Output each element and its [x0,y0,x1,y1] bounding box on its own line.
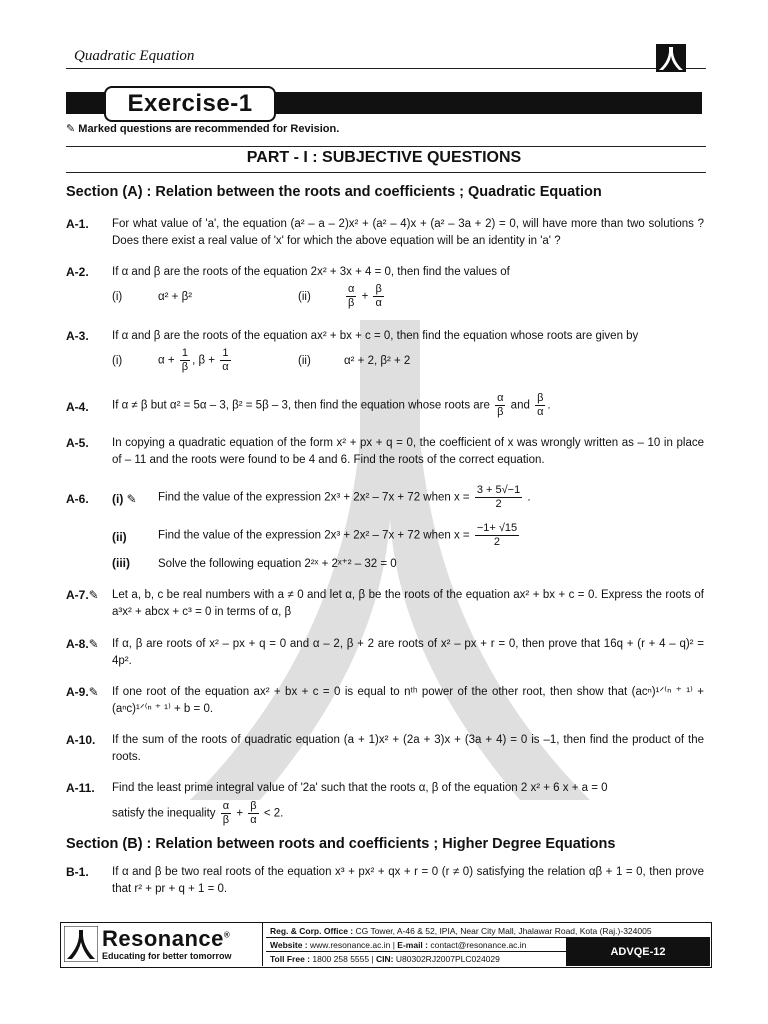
fraction: $\frac{\alpha}{\beta}$ [222,800,230,826]
question-number: B-1. [66,865,89,879]
marked-note-text: Marked questions are recommended for Revision. [78,123,340,135]
pencil-icon: ✎ [88,637,99,651]
question-text: If α and β are the roots of the equation 2x² + 3x + 4 = 0, then find the values of [112,266,510,278]
pencil-icon: ✎ [123,492,137,506]
question-number: A-7.✎ [66,588,99,602]
fraction: $\frac{\beta}{\alpha}$ [250,800,257,826]
question-number: A-4. [66,400,89,414]
fraction: $\frac{1}{\beta}$ [181,347,189,373]
brand-name: Resonance® [102,926,231,951]
website-link[interactable]: www.resonance.ac.in [310,940,391,950]
sub-label: (iii) [112,556,130,570]
question-text: If one root of the equation ax² + bx + c = 0 is equal to nᵗʰ power of the other root, then show that (acⁿ)¹ᐟ⁽ⁿ ⁺ ¹⁾ + (aⁿc)¹ᐟ⁽ⁿ ⁺ ¹⁾ + b = 0. [112,686,704,715]
question-text: If α and β are the roots of the equation ax² + bx + c = 0, then find the equation whose roots are given by [112,330,639,342]
part-rule-bottom [66,172,706,173]
question-text: Find the least prime integral value of '2a' such that the roots α, β of the equation 2 x² + 6 x + a = 0 [112,782,608,794]
header-rule [66,68,706,69]
question-text: Find the value of the expression 2x³ + 2x² – 7x + 72 when x = $\frac{-1+ √15}{2}$ [158,522,518,548]
sub-label: (i) ✎ [112,492,137,506]
question-text: Let a, b, c be real numbers with a ≠ 0 and let α, β be the roots of the equation ax² + bx + c = 0. Express the roots of a³x² + abcx + c³ = 0 in terms of α, β [112,589,704,618]
resonance-logo-icon [64,926,98,962]
question-number: A-11. [66,781,95,795]
fraction-expression: α + $\frac{1}{\beta}$ , β + $\frac{1}{\alpha}$ [158,347,229,373]
fraction: $\frac{1}{\alpha}$ [222,347,229,373]
fraction: $\frac{\beta}{\alpha}$ [537,392,544,418]
running-title: Quadratic Equation [74,48,195,64]
question-text-cont: satisfy the inequality $\frac{\alpha}{\beta}$ + $\frac{\beta}{\alpha}$ < 2. [112,800,284,826]
question-text: For what value of 'a', the equation (a² – a – 2)x² + (a² – 4)x + (a² – 3a + 2) = 0, will have more than two solutions ? Does there exist a real value of 'x' for which the above equation will be an identity in 'a' ? [112,218,704,247]
footer-address: Reg. & Corp. Office : CG Tower, A-46 & 52, IPIA, Near City Mall, Jhalawar Road, Kota (Raj.)-324005 Website : www.resonance.ac.in | E-mail : contact@resonance.ac.in Toll Free : 1800 258 5555 | CIN: U80302RJ2007PLC024029 [270,926,652,964]
section-b-title: Section (B) : Relation between roots and coefficients ; Higher Degree Equations [66,836,616,852]
question-number: A-9.✎ [66,685,99,699]
fraction: $\frac{3 + 5√-1}{2}$ [476,484,521,510]
question-number: A-8.✎ [66,637,99,651]
question-text: If α ≠ β but α² = 5α – 3, β² = 5β – 3, then find the equation whose roots are $\frac{\alpha}{\beta}$ and $\frac{\beta}{\alpha}$ . [112,392,551,418]
question-text: In copying a quadratic equation of the form x² + px + q = 0, the coefficient of x was wrongly written as – 10 in place of – 11 and the roots were found to be 4 and 6. Find the roots of the correct equation. [112,437,704,466]
sub-label: (ii) [298,355,311,367]
part-title: PART - I : SUBJECTIVE QUESTIONS [246,149,522,166]
fraction: $\frac{\alpha}{\beta}$ [348,283,355,309]
resonance-logo-icon [656,44,686,72]
exercise-title: Exercise-1 [104,86,276,122]
fraction: $\frac{\beta}{\alpha}$ [375,283,382,309]
pencil-icon: ✎ [66,123,76,135]
sub-label: (ii) [112,530,127,544]
marked-note [66,122,339,135]
page-code: ADVQE-12 [566,938,710,966]
email-link[interactable]: contact@resonance.ac.in [430,940,527,950]
pencil-icon: ✎ [88,588,99,602]
question-text: If α, β are roots of x² – px + q = 0 and α – 2, β + 2 are roots of x² – px + r = 0, then prove that 16q + (r + 4 – q)² = 4p². [112,638,704,667]
part-rule-top [66,146,706,147]
question-text: If the sum of the roots of quadratic equation (a + 1)x² + (2a + 3)x + (3a + 4) = 0 is –1, then find the product of the roots. [112,734,704,763]
section-a-title: Section (A) : Relation between the roots and coefficients ; Quadratic Equation [66,184,602,200]
expression: α² + β² [158,291,193,303]
fraction: $\frac{\alpha}{\beta}$ [497,392,504,418]
sub-label: (i) [112,291,123,303]
sub-label: (i) [112,355,123,367]
question-number: A-1. [66,217,89,231]
footer-logo [62,924,258,964]
pencil-icon: ✎ [88,685,99,699]
question-number: A-6. [66,492,89,506]
brand-tagline: Educating for better tomorrow [102,951,232,961]
expression: α² + 2, β² + 2 [344,355,411,367]
question-number: A-5. [66,436,89,450]
question-text: Find the value of the expression 2x³ + 2x² – 7x + 72 when x = $\frac{3 + 5√-1}{2}$ . [158,484,531,510]
question-text: Solve the following equation 2²ˣ + 2ˣ⁺² – 32 = 0 [158,558,397,570]
sub-label: (ii) [298,291,311,303]
question-number: A-2. [66,265,89,279]
fraction-expression: $\frac{\alpha}{\beta}$ + $\frac{\beta}{\alpha}$ [348,283,382,309]
footer-divider [262,922,263,966]
fraction: $\frac{-1+ √15}{2}$ [476,522,518,548]
question-number: A-3. [66,329,89,343]
question-number: A-10. [66,733,96,747]
question-text: If α and β be two real roots of the equation x³ + px² + qx + r = 0 (r ≠ 0) satisfying the relation αβ + 1 = 0, then prove that r² + pr + q + 1 = 0. [112,866,704,895]
